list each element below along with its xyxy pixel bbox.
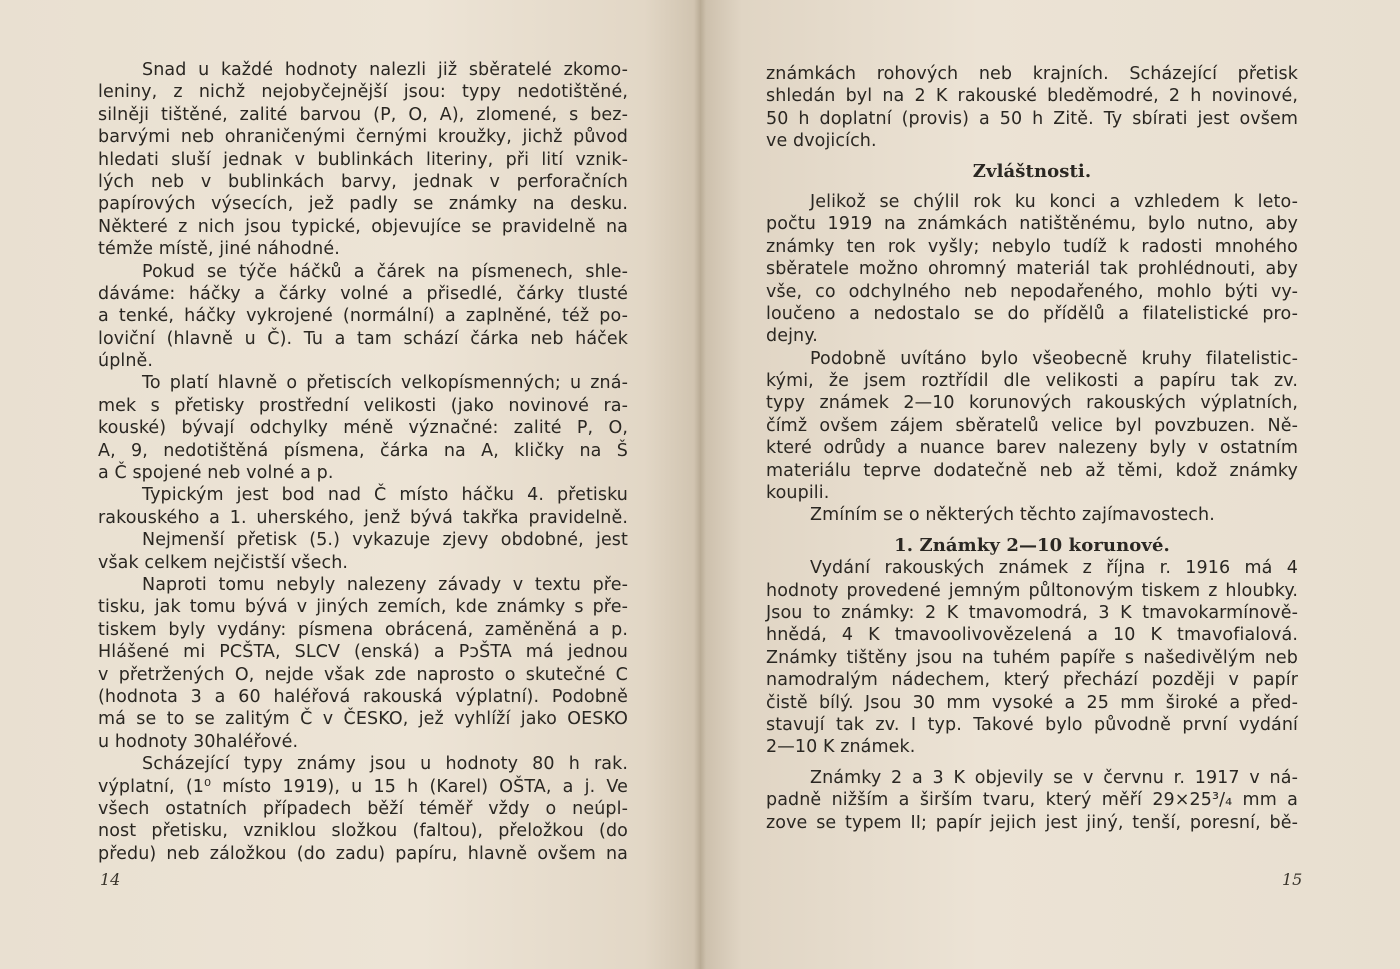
- text-line: Vydání rakouských známek z října r. 1916 má 4: [810, 558, 1298, 579]
- text-line: hodnoty provedené jemným půltonovým tiskem z hloubky.: [766, 580, 1298, 601]
- text-line: známkách rohových neb krajních. Scházející přetisk: [766, 64, 1298, 84]
- text-line: Pokud se týče háčků a čárek na písmenech, shle-: [142, 261, 628, 282]
- left-page-number: 14: [100, 870, 121, 889]
- text-line: hnědá, 4 K tmavoolivovězelená a 10 K tmavofialová.: [766, 625, 1298, 646]
- text-line: Nejmenší přetisk (5.) vykazuje zjevy obdobné, jest: [142, 530, 628, 551]
- right-page-text: [766, 63, 1298, 834]
- text-line: To platí hlavně o přetiscích velkopísmenných; u zná-: [142, 373, 628, 394]
- text-line: kými, že jsem roztřídil dle velikosti a papíru tak zv.: [766, 371, 1298, 392]
- text-line: 2—10 K známek.: [766, 737, 916, 758]
- text-line: leniny, z nichž nejobyčejnější jsou: typy nedotištěné,: [98, 82, 628, 103]
- text-line: stavují tak zv. I typ. Takové bylo původně první vydání: [766, 714, 1298, 735]
- section-heading: 1. Známky 2—10 korunové.: [894, 534, 1170, 556]
- spacer: [766, 527, 1298, 535]
- text-line: tisku, jak tomu bývá v jiných zemích, kde známky s pře-: [98, 597, 628, 618]
- text-line: čímž ovšem zájem sběratelů velice byl povzbuzen. Ně-: [766, 415, 1298, 436]
- text-line: papírových výsecích, jež padly se známky na desku.: [98, 194, 628, 215]
- left-page-text: [98, 59, 628, 865]
- text-line: Naproti tomu nebyly nalezeny závady v textu pře-: [142, 574, 628, 595]
- text-line: má se to se zalitým Č v ČESKO, jež vyhlíží jako OESKO: [98, 709, 628, 730]
- text-line: rakouského a 1. uherského, jenž bývá takřka pravidelně.: [98, 507, 628, 528]
- text-line: zove se typem II; papír jejich jest jiný, tenší, poresní, bě-: [766, 812, 1298, 833]
- text-line: témže místě, jiné náhodné.: [98, 239, 340, 260]
- text-line: které odrůdy a nuance barev nalezeny byly v ostatním: [766, 438, 1298, 459]
- right-page-number: 15: [1282, 870, 1303, 889]
- text-line: výplatní, (1⁰ místo 1919), u 15 h (Karel) OŠTA, a j. Ve: [98, 776, 628, 797]
- text-line: Zmíním se o některých těchto zajímavostech.: [810, 505, 1215, 526]
- text-line: a Č spojené neb volné a p.: [98, 463, 334, 484]
- text-line: úplně.: [98, 351, 154, 372]
- text-line: namodralým nádechem, který přechází později v papír: [766, 670, 1298, 691]
- text-line: kouské) bývají odchylky méně význačné: zalité P, O,: [98, 418, 628, 439]
- text-line: padně nižším a širším tvaru, který měří 29×25³/₄ mm a: [766, 790, 1298, 811]
- text-line: nost přetisku, vzniklou složkou (faltou), přeložkou (do: [98, 821, 628, 842]
- text-line: (hodnota 3 a 60 haléřová rakouská výplatní). Podobně: [98, 686, 628, 707]
- text-line: Snad u každé hodnoty nalezli již sběratelé zkomo-: [142, 60, 628, 80]
- text-line: Jelikož se chýlil rok ku konci a vzhledem k leto-: [810, 191, 1298, 212]
- text-line: však celkem nejčistší všech.: [98, 552, 349, 573]
- text-line: v přetržených O, nejde však zde naprosto o skutečné C: [98, 664, 628, 685]
- text-line: loviční (hlavně u Č). Tu a tam schází čárka neb háček: [98, 328, 628, 349]
- text-line: Známky 2 a 3 K objevily se v červnu r. 1917 v ná-: [810, 767, 1298, 788]
- text-line: Podobně uvítáno bylo všeobecně kruhy filatelistic-: [810, 348, 1298, 369]
- text-line: Scházející typy známy jsou u hodnoty 80 h rak.: [142, 754, 628, 775]
- spacer: [766, 153, 1298, 161]
- section-heading: Zvláštnosti.: [972, 160, 1092, 182]
- text-line: hledati sluší jednak v bublinkách literiny, při lití vznik-: [98, 149, 628, 170]
- text-line: vše, co odchylného neb nepodařeného, mohlo býti vy-: [766, 281, 1298, 302]
- text-line: u hodnoty 30haléřové.: [98, 731, 299, 752]
- text-line: dejny.: [766, 326, 818, 347]
- text-line: shledán byl na 2 K rakouské bleděmodré, 2 h novinové,: [766, 86, 1298, 107]
- text-line: 50 h doplatní (provis) a 50 h Zitě. Ty sbírati jest ovšem: [766, 108, 1298, 129]
- text-line: tiskem byly vydány: písmena obrácená, zaměněná a p.: [98, 619, 628, 640]
- text-line: všech ostatních případech běží téměř vždy o neúpl-: [98, 798, 628, 819]
- text-line: loučeno a nedostalo se do přídělů a filatelistické pro-: [766, 303, 1298, 324]
- text-line: předu) neb záložkou (do zadu) papíru, hlavně ovšem na: [98, 843, 628, 864]
- text-line: Hlášené mi PCŠTA, SLCV (enská) a PɔŠTA má jednou: [98, 642, 628, 663]
- text-line: Známky tištěny jsou na tuhém papíře s našedivělým neb: [766, 647, 1298, 668]
- text-line: a tenké, háčky vykrojené (normální) a zaplněné, též po-: [98, 306, 628, 327]
- spacer: [766, 183, 1298, 191]
- text-line: lých neb v bublinkách barvy, jednak v perforačních: [98, 171, 628, 192]
- text-line: ve dvojicích.: [766, 131, 877, 152]
- text-line: barvými neb ohraničenými černými kroužky, jichž původ: [98, 127, 628, 148]
- text-line: koupili.: [766, 483, 830, 504]
- book-gutter: [694, 0, 706, 969]
- text-line: počtu 1919 na známkách natištěnému, bylo nutno, aby: [766, 214, 1298, 235]
- text-line: Některé z nich jsou typické, objevujíce se pravidelně na: [98, 216, 628, 237]
- text-line: typy známek 2—10 korunových rakouských výplatních,: [766, 393, 1298, 414]
- text-line: A, 9, nedotištěná písmena, čárka na A, kličky na Š: [98, 440, 628, 461]
- right-page: [700, 0, 1400, 969]
- text-line: známky ten rok vyšly; nebylo tudíž k radosti mnohého: [766, 236, 1298, 257]
- text-line: materiálu teprve dodatečně neb až těmi, kdož známky: [766, 460, 1298, 481]
- text-line: Jsou to známky: 2 K tmavomodrá, 3 K tmavokarmínově-: [766, 602, 1298, 623]
- text-line: mek s přetisky prostřední velikosti (jako novinové ra-: [98, 395, 628, 416]
- spacer: [766, 759, 1298, 767]
- text-line: čistě bílý. Jsou 30 mm vysoké a 25 mm široké a před-: [766, 692, 1298, 713]
- text-line: sběratele možno ohromný materiál tak prohlédnouti, aby: [766, 259, 1298, 280]
- text-line: silněji tištěné, zalité barvou (P, O, A), zlomené, s bez-: [98, 104, 628, 125]
- text-line: dáváme: háčky a čárky volné a přisedlé, čárky tlusté: [98, 283, 628, 304]
- text-line: Typickým jest bod nad Č místo háčku 4. přetisku: [142, 485, 628, 506]
